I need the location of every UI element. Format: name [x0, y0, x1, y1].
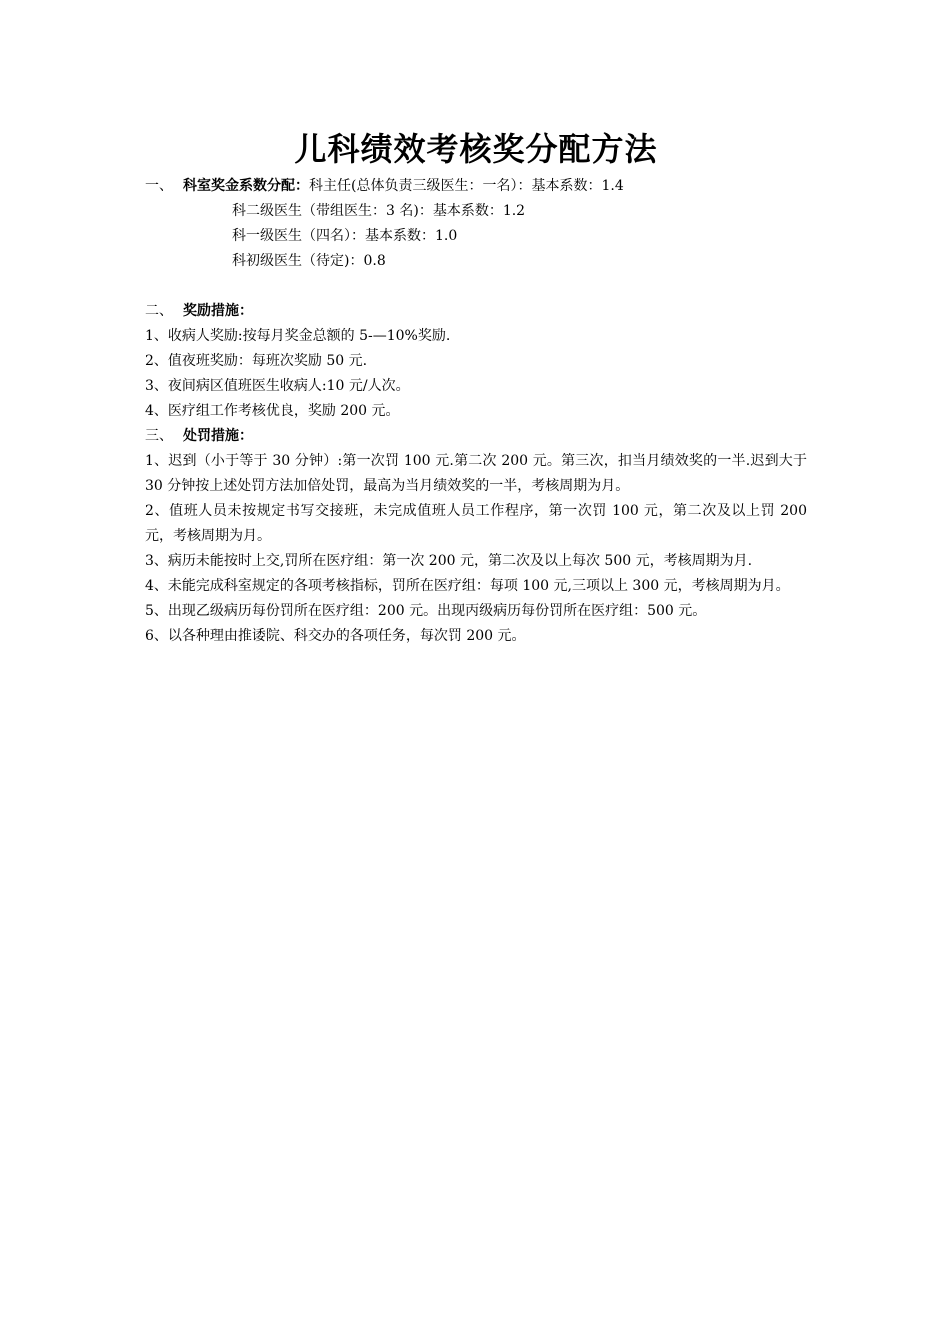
- section1-heading: [145, 174, 807, 199]
- penalty-item: 2、值班人员未按规定书写交接班，未完成值班人员工作程序，第一次罚 100 元，第二次及以上罚 200 元，考核周期为月。: [145, 503, 807, 544]
- reward-item: 4、医疗组工作考核优良，奖励 200 元。: [145, 403, 400, 419]
- section1-number: 一、: [145, 178, 173, 194]
- penalty-item: 5、出现乙级病历每份罚所在医疗组：200 元。出现丙级病历每份罚所在医疗组：500 元。: [145, 603, 707, 619]
- section-gap: [145, 274, 807, 299]
- section3-heading: [145, 424, 807, 449]
- reward-item: 2、值夜班奖励：每班次奖励 50 元.: [145, 353, 368, 369]
- reward-item: 3、夜间病区值班医生收病人:10 元/人次。: [145, 378, 410, 394]
- section3-number: 三、: [145, 428, 173, 444]
- section2-label: 奖励措施：: [183, 303, 253, 319]
- reward-item: 1、收病人奖励:按每月奖金总额的 5-—10%奖励.: [145, 328, 451, 344]
- penalty-item: 4、未能完成科室规定的各项考核指标，罚所在医疗组：每项 100 元,三项以上 300 元，考核周期为月。: [145, 578, 790, 594]
- section1-line: 科一级医生（四名）：基本系数：1.0: [232, 228, 458, 244]
- penalty-item: 1、迟到（小于等于 30 分钟）:第一次罚 100 元.第二次 200 元。第三次，扣当月绩效奖的一半.迟到大于 30 分钟按上述处罚方法加倍处罚，最高为当月绩效奖的一半，考核周期为月。: [145, 453, 807, 494]
- document-title: 儿科绩效考核奖分配方法: [294, 130, 658, 168]
- section1-line: 科二级医生（带组医生：3 名)：基本系数：1.2: [232, 203, 526, 219]
- penalty-item: 6、以各种理由推诿院、科交办的各项任务，每次罚 200 元。: [145, 628, 526, 644]
- section1-first-line: 科主任(总体负责三级医生：一名）：基本系数：1.4: [309, 178, 624, 194]
- section2-heading: [145, 299, 807, 324]
- section1-line: 科初级医生（待定)：0.8: [232, 253, 386, 269]
- section1-label: 科室奖金系数分配：: [183, 178, 309, 194]
- document-page: [145, 126, 807, 649]
- section3-label: 处罚措施：: [183, 428, 253, 444]
- penalty-item: 3、病历未能按时上交,罚所在医疗组：第一次 200 元，第二次及以上每次 500 元，考核周期为月.: [145, 553, 753, 569]
- section2-number: 二、: [145, 303, 173, 319]
